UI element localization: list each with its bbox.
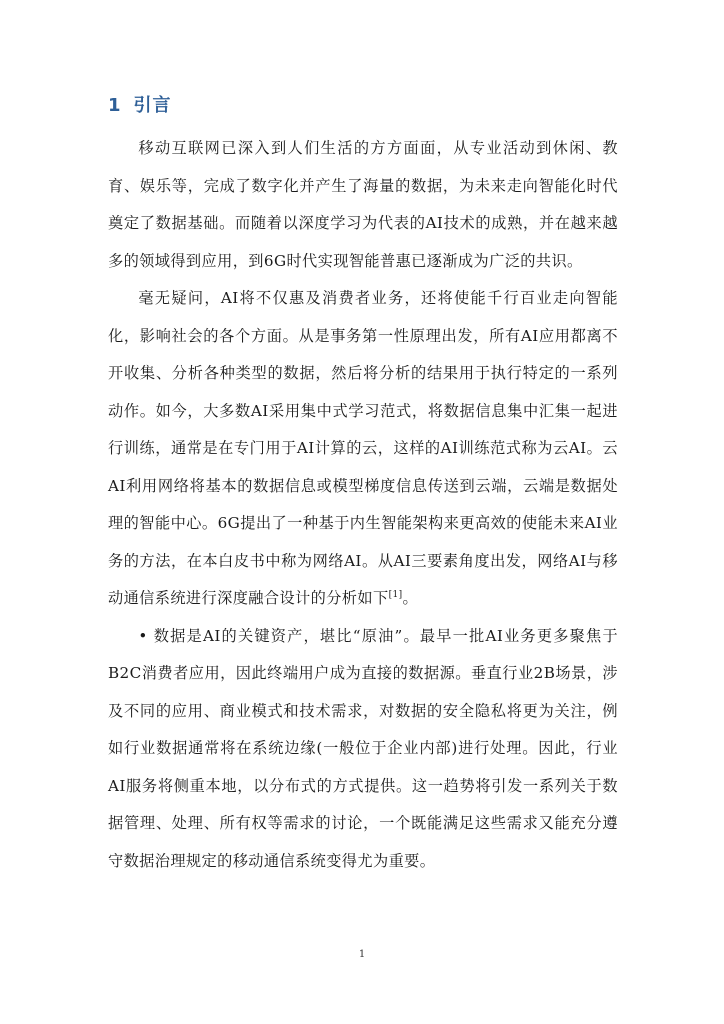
paragraph-data-bullet	[108, 618, 618, 881]
paragraph-intro	[108, 130, 618, 280]
section-heading	[108, 92, 172, 120]
paragraph-network-ai	[108, 280, 618, 618]
section-number: 1	[108, 95, 122, 116]
paragraph-network-ai-tail: 。	[402, 589, 419, 607]
paragraph-data-bullet-text: • 数据是AI的关键资产，堪比“原油”。最早一批AI业务更多聚焦于B2C消费者应用，因此终端用户成为直接的数据源。垂直行业2B场景，涉及不同的应用、商业模式和技术需求，对数据的安全隐私将更为关注，例如行业数据通常将在系统边缘(一般位于企业内部)进行处理。因此，行业AI服务将侧重本地，以分布式的方式提供。这一趋势将引发一系列关于数据管理、处理、所有权等需求的讨论，一个既能满足这些需求又能充分遵守数据治理规定的移动通信系统变得尤为重要。	[108, 626, 618, 870]
page-number: 1	[358, 949, 366, 960]
paragraph-intro-text: 移动互联网已深入到人们生活的方方面面，从专业活动到休闲、教育、娱乐等，完成了数字化并产生了海量的数据，为未来走向智能化时代奠定了数据基础。而随着以深度学习为代表的AI技术的成熟，并在越来越多的领域得到应用，到6G时代实现智能普惠已逐渐成为广泛的共识。	[108, 139, 618, 270]
paragraph-network-ai-text: 毫无疑问，AI将不仅惠及消费者业务，还将使能千行百业走向智能化，影响社会的各个方面。从是事务第一性原理出发，所有AI应用都离不开收集、分析各种类型的数据，然后将分析的结果用于执行特定的一系列动作。如今，大多数AI采用集中式学习范式，将数据信息集中汇集一起进行训练，通常是在专门用于AI计算的云，这样的AI训练范式称为云AI。云AI利用网络将基本的数据信息或模型梯度信息传送到云端，云端是数据处理的智能中心。6G提出了一种基于内生智能架构来更高效的使能未来AI业务的方法，在本白皮书中称为网络AI。从AI三要素角度出发，网络AI与移动通信系统进行深度融合设计的分析如下	[108, 289, 618, 607]
section-title: 引言	[133, 95, 172, 116]
citation-reference[interactable]: [1]	[388, 590, 403, 600]
body-text	[108, 130, 618, 880]
